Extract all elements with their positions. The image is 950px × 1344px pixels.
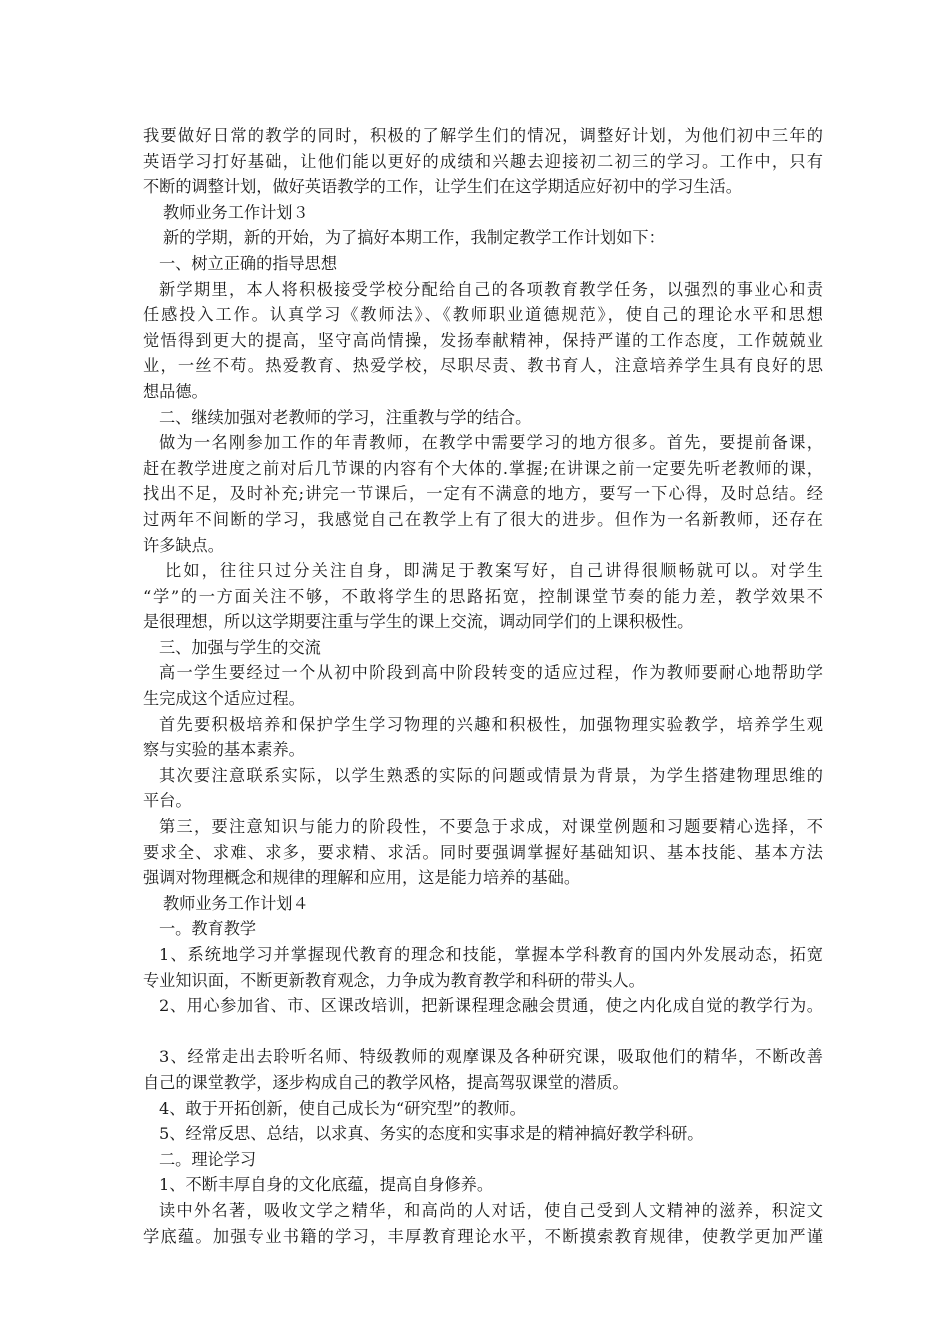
text-line: 是很理想，所以这学期要注重与学生的课上交流，调动同学们的上课积极性。	[143, 612, 694, 632]
paragraph	[143, 225, 823, 251]
text-line: 想品德。	[143, 381, 208, 401]
text-line: 业，一丝不苟。热爱教育、热爱学校，尽职尽责、教书育人，注意培养学生具有良好的思	[143, 356, 823, 376]
text-line: 新的学期，新的开始，为了搞好本期工作，我制定教学工作计划如下：	[163, 228, 665, 248]
text-line: 赶在教学进度之前对后几节课的内容有个大体的.掌握;在讲课之前一定要先听老教师的课，	[143, 458, 823, 478]
text-line: 平台。	[143, 791, 192, 811]
text-line: 高一学生要经过一个从初中阶段到高中阶段转变的适应过程，作为教师要耐心地帮助学	[159, 663, 823, 683]
text-line: 觉悟得到更大的提高，坚守高尚情操，发扬奉献精神，保持严谨的工作态度，工作兢兢业	[143, 330, 823, 350]
paragraph	[143, 1172, 823, 1198]
text-line: 英语学习打好基础，让他们能以更好的成绩和兴趣去迎接初二初三的学习。工作中，只有	[143, 151, 823, 171]
paragraph	[143, 123, 823, 200]
text-line: 二。理论学习	[159, 1149, 257, 1169]
text-line: 一、树立正确的指导思想	[159, 253, 338, 273]
text-line: 教师业务工作计划４	[163, 893, 309, 913]
paragraph	[143, 814, 823, 891]
text-line: 任感投入工作。认真学习《教师法》、《教师职业道德规范》，使自己的理论水平和思想	[143, 305, 823, 325]
text-line: 我要做好日常的教学的同时，积极的了解学生们的情况，调整好计划，为他们初中三年的	[143, 126, 823, 145]
paragraph	[143, 993, 823, 1044]
paragraph	[143, 430, 823, 558]
section-heading	[143, 405, 823, 431]
text-line: 强调对物理概念和规律的理解和应用，这是能力培养的基础。	[143, 868, 581, 888]
paragraph	[143, 1096, 823, 1122]
text-line: 找出不足，及时补充;讲完一节课后，一定有不满意的地方，要写一下心得，及时总结。经	[143, 484, 823, 504]
text-line: 5、经常反思、总结，以求真、务实的态度和实事求是的精神搞好教学科研。	[159, 1124, 704, 1144]
paragraph	[143, 763, 823, 814]
text-line: 许多缺点。	[143, 535, 224, 555]
text-line: 生完成这个适应过程。	[143, 689, 305, 709]
section-heading	[143, 891, 823, 917]
section-heading	[143, 635, 823, 661]
document-page	[143, 123, 823, 1249]
paragraph	[143, 712, 823, 763]
text-line: 专业知识面，不断更新教育观念，力争成为教育教学和科研的带头人。	[143, 970, 645, 990]
text-line: 其次要注意联系实际，以学生熟悉的实际的问题或情景为背景，为学生搭建物理思维的	[159, 765, 823, 785]
text-line: 1、不断丰厚自身的文化底蕴，提高自身修养。	[159, 1175, 494, 1195]
paragraph	[143, 942, 823, 993]
text-line: 二、继续加强对老教师的学习，注重教与学的结合。	[159, 407, 532, 427]
text-line: 首先要积极培养和保护学生学习物理的兴趣和积极性，加强物理实验教学，培养学生观	[159, 714, 823, 734]
text-line: 察与实验的基本素养。	[143, 740, 305, 760]
section-heading	[143, 916, 823, 942]
text-line: 1、系统地学习并掌握现代教育的理念和技能，掌握本学科教育的国内外发展动态，拓宽	[159, 945, 823, 964]
paragraph	[143, 277, 823, 405]
text-line: 2、用心参加省、市、区课改培训，把新课程理念融会贯通，使之内化成自觉的教学行为。	[159, 996, 823, 1016]
paragraph	[143, 558, 823, 635]
text-line: 做为一名刚参加工作的年青教师，在教学中需要学习的地方很多。首先，要提前备课，	[159, 433, 823, 453]
text-line: 4、敢于开拓创新，使自己成长为“研究型”的教师。	[159, 1098, 526, 1118]
text-line: 教师业务工作计划３	[163, 202, 309, 222]
text-line: 比如，往往只过分关注自身，即满足于教案写好，自己讲得很顺畅就可以。对学生	[165, 561, 823, 581]
text-line: 第三，要注意知识与能力的阶段性，不要急于求成，对课堂例题和习题要精心选择，不	[159, 817, 823, 837]
text-line: 新学期里，本人将积极接受学校分配给自己的各项教育教学任务，以强烈的事业心和责	[159, 279, 823, 299]
section-heading	[143, 200, 823, 226]
paragraph	[143, 1044, 823, 1095]
paragraph	[143, 1198, 823, 1249]
text-line: 过两年不间断的学习，我感觉自己在教学上有了很大的进步。但作为一名新教师，还存在	[143, 509, 823, 529]
text-line: 3、经常走出去聆听名师、特级教师的观摩课及各种研究课，吸取他们的精华，不断改善	[159, 1047, 823, 1067]
text-line: 三、加强与学生的交流	[159, 637, 321, 657]
section-heading	[143, 251, 823, 277]
text-line: 自己的课堂教学，逐步构成自己的教学风格，提高驾驭课堂的潜质。	[143, 1072, 629, 1092]
text-line: “学”的一方面关注不够，不敢将学生的思路拓宽，控制课堂节奏的能力差，教学效果不	[143, 586, 823, 606]
paragraph	[143, 1121, 823, 1147]
text-line: 学底蕴。加强专业书籍的学习，丰厚教育理论水平，不断摸索教育规律，使教学更加严谨	[143, 1226, 823, 1246]
text-line: 要求全、求难、求多，要求精、求活。同时要强调掌握好基础知识、基本技能、基本方法	[143, 842, 823, 862]
section-heading	[143, 1147, 823, 1173]
blank-line	[143, 1019, 823, 1045]
text-line: 不断的调整计划，做好英语教学的工作，让学生们在这学期适应好初中的学习生活。	[143, 177, 742, 197]
paragraph	[143, 660, 823, 711]
text-line: 一。教育教学	[159, 919, 257, 939]
text-line: 读中外名著，吸收文学之精华，和高尚的人对话，使自己受到人文精神的滋养，积淀文	[159, 1200, 823, 1220]
